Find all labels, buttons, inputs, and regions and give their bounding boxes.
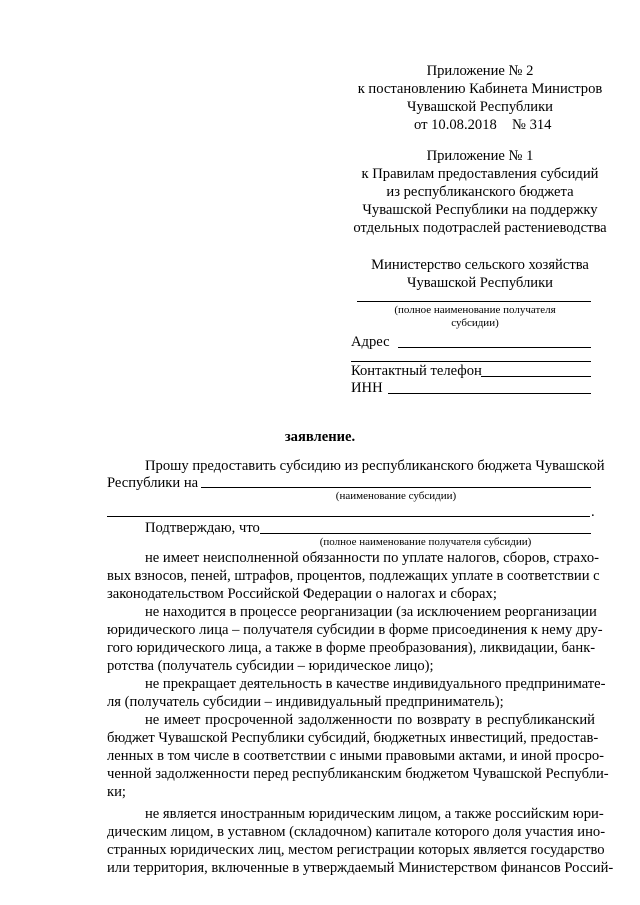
- statement-line: гого юридического лица, а также в форме преобразования), ликвидации, банк-: [107, 640, 596, 656]
- appendix-2-line: к постановлению Кабинета Министров: [357, 81, 603, 97]
- request-line: Республики на: [107, 475, 199, 491]
- subsidy-name-field-line-2[interactable]: [107, 516, 590, 517]
- statement-line: не прекращает деятельность в качестве индивидуального предпринимате-: [145, 676, 606, 692]
- recipient-caption: (полное наименование получателя: [394, 304, 556, 316]
- subsidy-caption: (наименование субсидии): [335, 490, 457, 502]
- appendix-1-line: отдельных подотраслей растениеводства: [353, 220, 607, 236]
- statement-line: ки;: [107, 784, 126, 800]
- inn-label: ИНН: [351, 380, 383, 396]
- appendix-2-number: № 314: [512, 117, 552, 133]
- statement-line: ля (получатель субсидии – индивидуальный предприниматель);: [107, 694, 504, 710]
- statement-line: не имеет неисполненной обязанности по уплате налогов, сборов, страхо-: [145, 550, 600, 566]
- confirm-caption: (полное наименование получателя субсидии): [319, 536, 532, 548]
- appendix-2-date: от 10.08.2018: [414, 117, 497, 133]
- appendix-2-title: Приложение № 2: [426, 63, 534, 79]
- statement-line: вых взносов, пеней, штрафов, процентов, подлежащих уплате в соответствии с: [107, 568, 600, 584]
- phone-field[interactable]: [481, 376, 591, 377]
- statement-line: ленных в том числе в соответствии с иными правовыми актами, и иной просро-: [107, 748, 605, 764]
- recipient-name-field[interactable]: [357, 301, 591, 302]
- address-field[interactable]: [398, 347, 591, 348]
- appendix-1-line: к Правилам предоставления субсидий: [361, 166, 599, 182]
- subsidy-name-field[interactable]: [201, 487, 591, 488]
- statement-line: не имеет просроченной задолженности по возврату в республиканский: [145, 712, 595, 728]
- address-label: Адрес: [351, 334, 390, 350]
- recipient-caption: субсидии): [451, 317, 499, 329]
- line-end-period: .: [591, 504, 595, 520]
- document-title: заявление.: [284, 429, 356, 445]
- appendix-1-line: Чувашской Республики на поддержку: [362, 202, 598, 218]
- ministry-name: Чувашской Республики: [407, 275, 553, 291]
- statement-line: или территория, включенные в утверждаемый Министерством финансов Россий-: [107, 860, 614, 876]
- request-line: Прошу предоставить субсидию из республиканского бюджета Чувашской: [145, 458, 605, 474]
- statement-line: странных юридических лиц, местом регистрации которых является государство: [107, 842, 605, 858]
- inn-field[interactable]: [388, 393, 591, 394]
- statement-line: не находится в процессе реорганизации (за исключением реорганизации: [145, 604, 597, 620]
- statement-line: юридического лица – получателя субсидии в форме присоединения к нему дру-: [107, 622, 603, 638]
- statement-line: не является иностранным юридическим лицом, а также российским юри-: [145, 806, 604, 822]
- statement-line: законодательством Российской Федерации о налогах и сборах;: [107, 586, 497, 602]
- appendix-2-line: Чувашской Республики: [407, 99, 553, 115]
- confirm-recipient-field[interactable]: [260, 533, 591, 534]
- statement-line: дическим лицом, в уставном (складочном) капитале которого доля участия ино-: [107, 824, 606, 840]
- appendix-1-title: Приложение № 1: [426, 148, 534, 164]
- confirm-label: Подтверждаю, что: [145, 520, 260, 536]
- statement-line: бюджет Чувашской Республики субсидий, бюджетных инвестиций, предостав-: [107, 730, 599, 746]
- statement-line: ченной задолженности перед республиканским бюджетом Чувашской Республи-: [107, 766, 609, 782]
- phone-label: Контактный телефон: [351, 363, 482, 379]
- appendix-1-line: из республиканского бюджета: [386, 184, 574, 200]
- statement-line: ротства (получатель субсидии – юридическое лицо);: [107, 658, 434, 674]
- ministry-name: Министерство сельского хозяйства: [371, 257, 589, 273]
